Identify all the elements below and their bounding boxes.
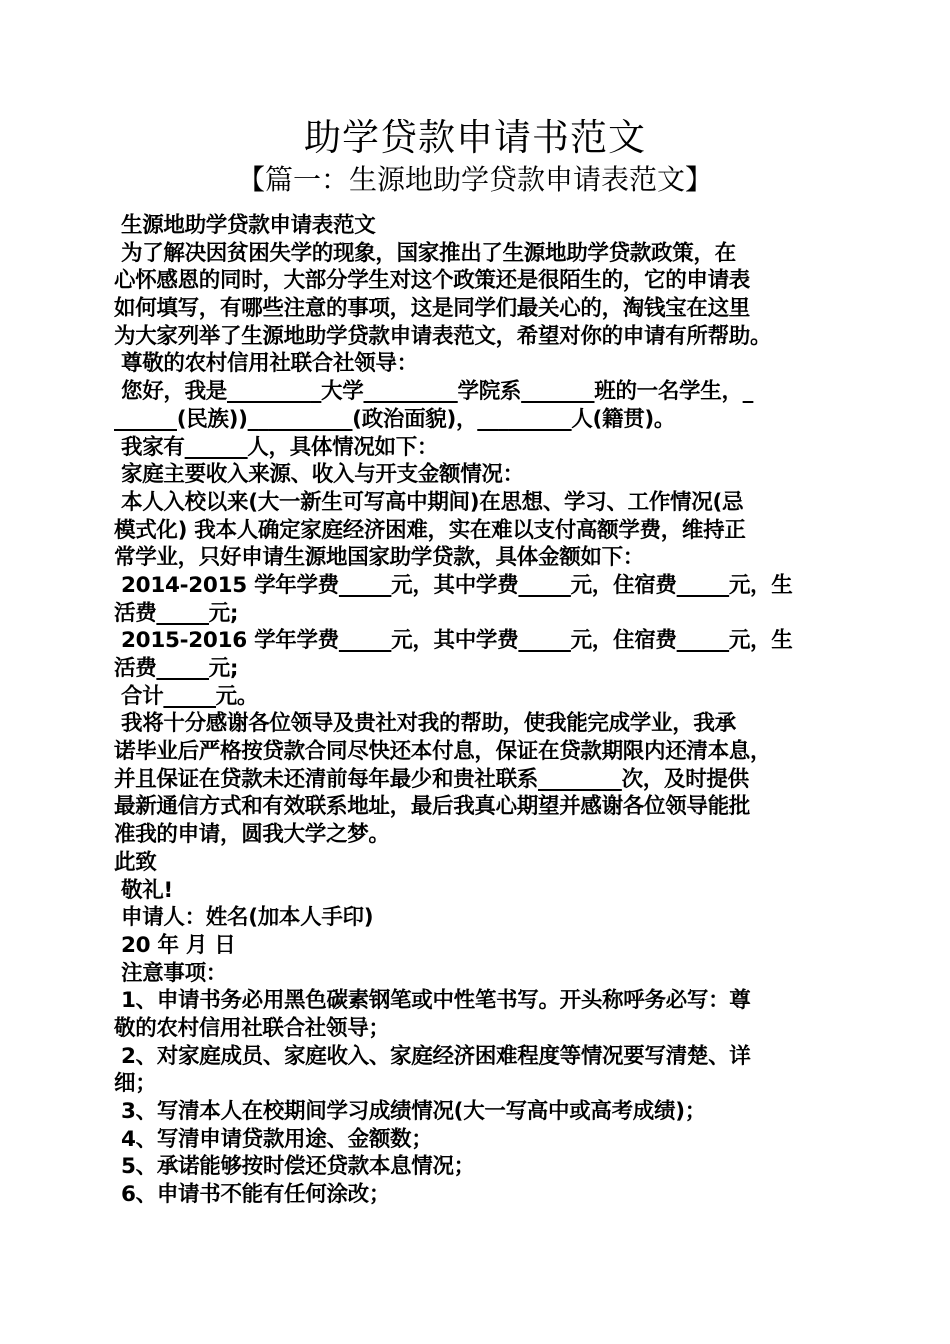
closing-line: 敬礼! (121, 877, 173, 903)
document-title: 助学贷款申请书范文 (304, 116, 646, 159)
body-line: 常学业，只好申请生源地国家助学贷款，具体金额如下： (114, 545, 645, 571)
signature-line: 申请人：姓名(加本人手印) (121, 905, 374, 931)
body-line: 诺毕业后严格按贷款合同尽快还本付息，保证在贷款期限内还清本息， (114, 739, 772, 765)
body-line: 活费_____元; (114, 656, 239, 681)
body-line: 您好，我是_________大学_________学院系_______班的一名学生，_ (121, 379, 754, 405)
document-body (114, 212, 854, 1209)
body-line: 准我的申请，圆我大学之梦。 (114, 822, 390, 848)
note-item: 3、写清本人在校期间学习成绩情况(大一写高中或高考成绩)； (121, 1099, 706, 1124)
body-line: 2015-2016 学年学费_____元，其中学费_____元，住宿费_____元，生 (121, 628, 793, 654)
document-subtitle: 【篇一：生源地助学贷款申请表范文】 (236, 163, 713, 196)
section-heading: 生源地助学贷款申请表范文 (121, 213, 376, 238)
closing-line: 此致 (114, 849, 157, 875)
body-line: 为大家列举了生源地助学贷款申请表范文，希望对你的申请有所帮助。 (114, 323, 772, 349)
body-line: 合计_____元。 (121, 683, 259, 709)
body-line: 家庭主要收入来源、收入与开支金额情况： (121, 462, 524, 488)
salutation: 尊敬的农村信用社联合社领导： (121, 351, 418, 377)
body-line: 本人入校以来(大一新生可写高中期间)在思想、学习、工作情况(忌 (121, 489, 744, 515)
date-line: 20 年 月 日 (121, 932, 236, 958)
note-item: 敬的农村信用社联合社领导； (114, 1015, 390, 1041)
body-line: 如何填写，有哪些注意的事项，这是同学们最关心的，淘钱宝在这里 (114, 296, 751, 322)
body-line: 心怀感恩的同时，大部分学生对这个政策还是很陌生的，它的申请表 (114, 268, 751, 294)
body-line: 我家有______人，具体情况如下： (121, 434, 439, 460)
body-line: 为了解决因贫困失学的现象，国家推出了生源地助学贷款政策，在 (121, 240, 736, 266)
note-item: 2、对家庭成员、家庭收入、家庭经济困难程度等情况要写清楚、详 (121, 1043, 751, 1069)
body-line: 并且保证在贷款未还清前每年最少和贵社联系________次，及时提供 (114, 766, 749, 792)
notes-heading: 注意事项： (121, 960, 228, 986)
note-item: 4、写清申请贷款用途、金额数； (121, 1126, 433, 1152)
body-line: 2014-2015 学年学费_____元，其中学费_____元，住宿费_____元，生 (121, 572, 793, 598)
note-item: 细； (114, 1071, 157, 1097)
note-item: 6、申请书不能有任何涂改； (121, 1182, 391, 1208)
body-line: 模式化) 我本人确定家庭经济困难，实在难以支付高额学费，维持正 (114, 517, 746, 543)
body-line: 活费_____元; (114, 600, 239, 626)
note-item: 1、申请书务必用黑色碳素钢笔或中性笔书写。开头称呼务必写：尊 (121, 988, 751, 1014)
note-item: 5、承诺能够按时偿还贷款本息情况； (121, 1154, 475, 1180)
body-line: 最新通信方式和有效联系地址，最后我真心期望并感谢各位领导能批 (114, 794, 751, 820)
body-line: 我将十分感谢各位领导及贵社对我的帮助，使我能完成学业，我承 (121, 711, 736, 737)
body-line: ______(民族))__________(政治面貌)，_________人(籍贯)。 (114, 406, 676, 432)
